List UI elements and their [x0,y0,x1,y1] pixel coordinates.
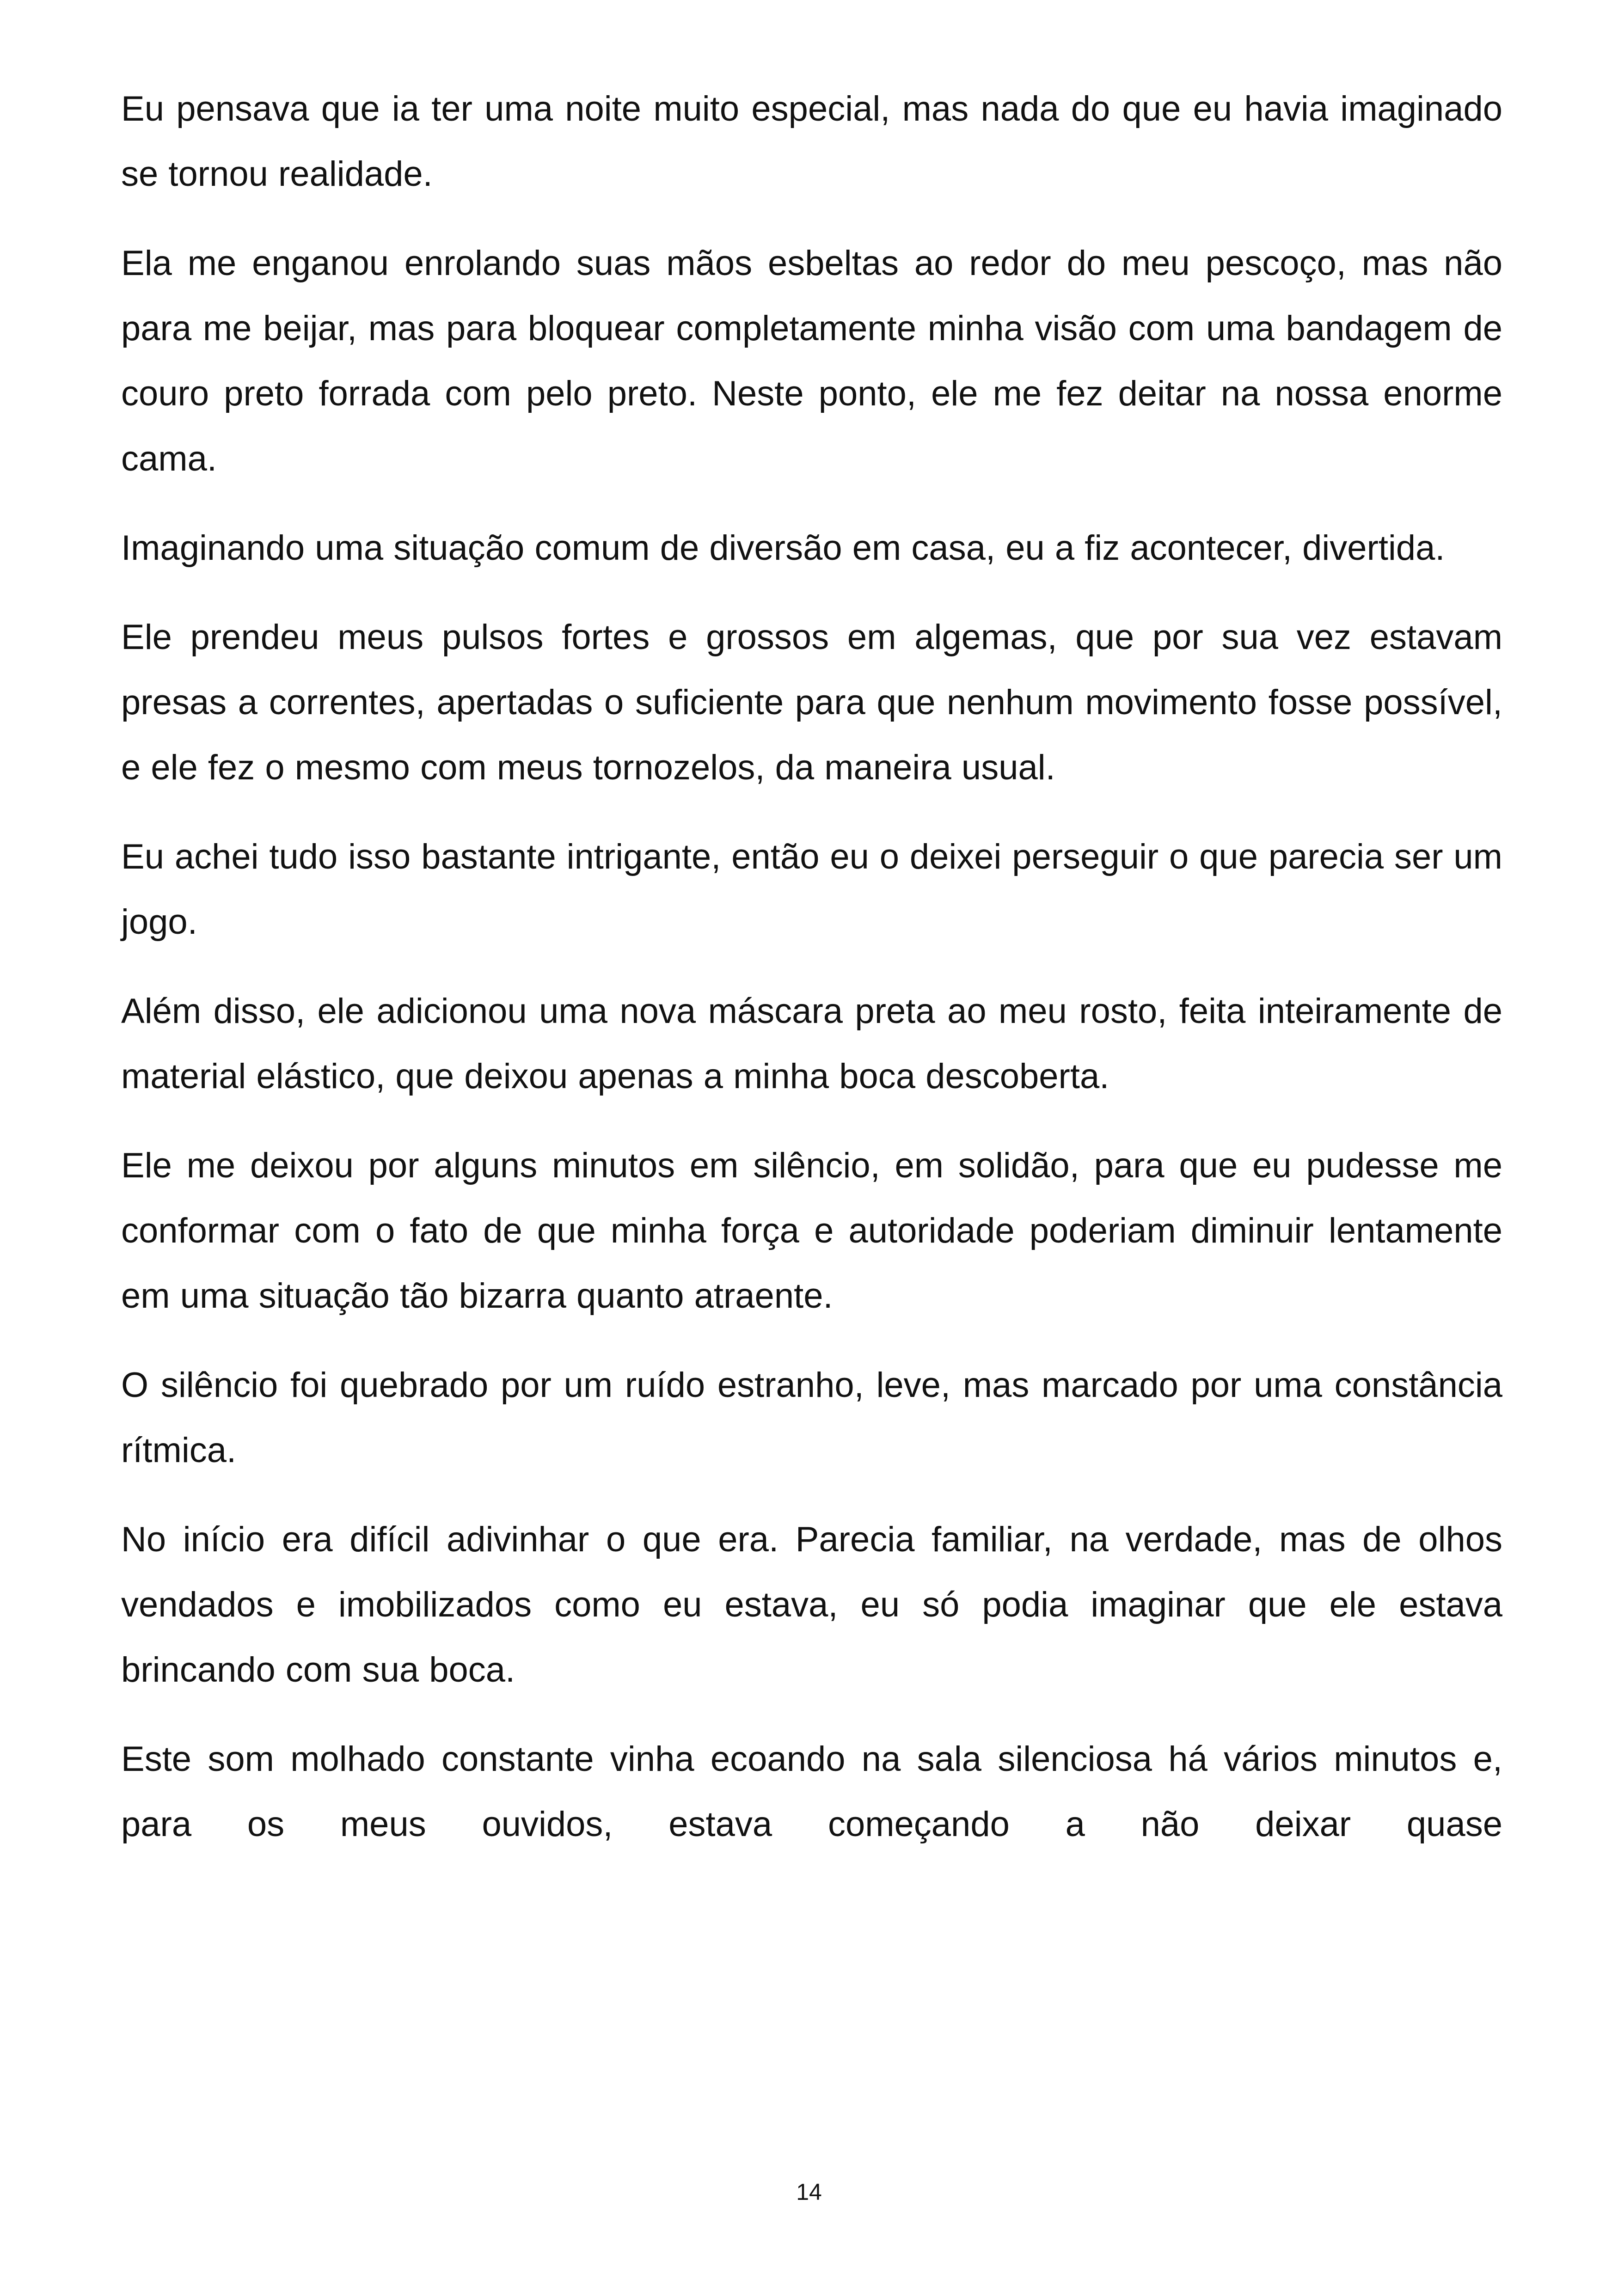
paragraph-6: Além disso, ele adicionou uma nova máscara preta ao meu rosto, feita inteiramente de material elástico, que deixou apenas a minha boca descoberta. [121,992,1502,1096]
paragraph-5: Eu achei tudo isso bastante intrigante, então eu o deixei perseguir o que parecia ser um jogo. [121,837,1502,942]
paragraph-8: O silêncio foi quebrado por um ruído estranho, leve, mas marcado por uma constância rítmica. [121,1365,1502,1470]
body-text [121,76,1502,1857]
paragraph-3: Imaginando uma situação comum de diversão em casa, eu a fiz acontecer, divertida. [121,528,1445,568]
paragraph-2: Ela me enganou enrolando suas mãos esbeltas ao redor do meu pescoço, mas não para me beijar, mas para bloquear completamente minha visão com uma bandagem de couro preto forrada com pelo preto. Neste ponto, ele me fez deitar na nossa enorme cama. [121,244,1502,478]
paragraph-7: Ele me deixou por alguns minutos em silêncio, em solidão, para que eu pudesse me conformar com o fato de que minha força e autoridade poderiam diminuir lentamente em uma situação tão bizarra quanto atraente. [121,1146,1502,1316]
paragraph-9: No início era difícil adivinhar o que era. Parecia familiar, na verdade, mas de olhos vendados e imobilizados como eu estava, eu só podia imaginar que ele estava brincando com sua boca. [121,1520,1502,1690]
page-number: 14 [796,2179,822,2205]
paragraph-4: Ele prendeu meus pulsos fortes e grossos em algemas, que por sua vez estavam presas a correntes, apertadas o suficiente para que nenhum movimento fosse possível, e ele fez o mesmo com meus tornozelos, da maneira usual. [121,618,1502,787]
paragraph-1: Eu pensava que ia ter uma noite muito especial, mas nada do que eu havia imaginado se tornou realidade. [121,89,1502,194]
paragraph-10: Este som molhado constante vinha ecoando na sala silenciosa há vários minutos e, para os meus ouvidos, estava começando a não deixar quase [121,1739,1502,1844]
